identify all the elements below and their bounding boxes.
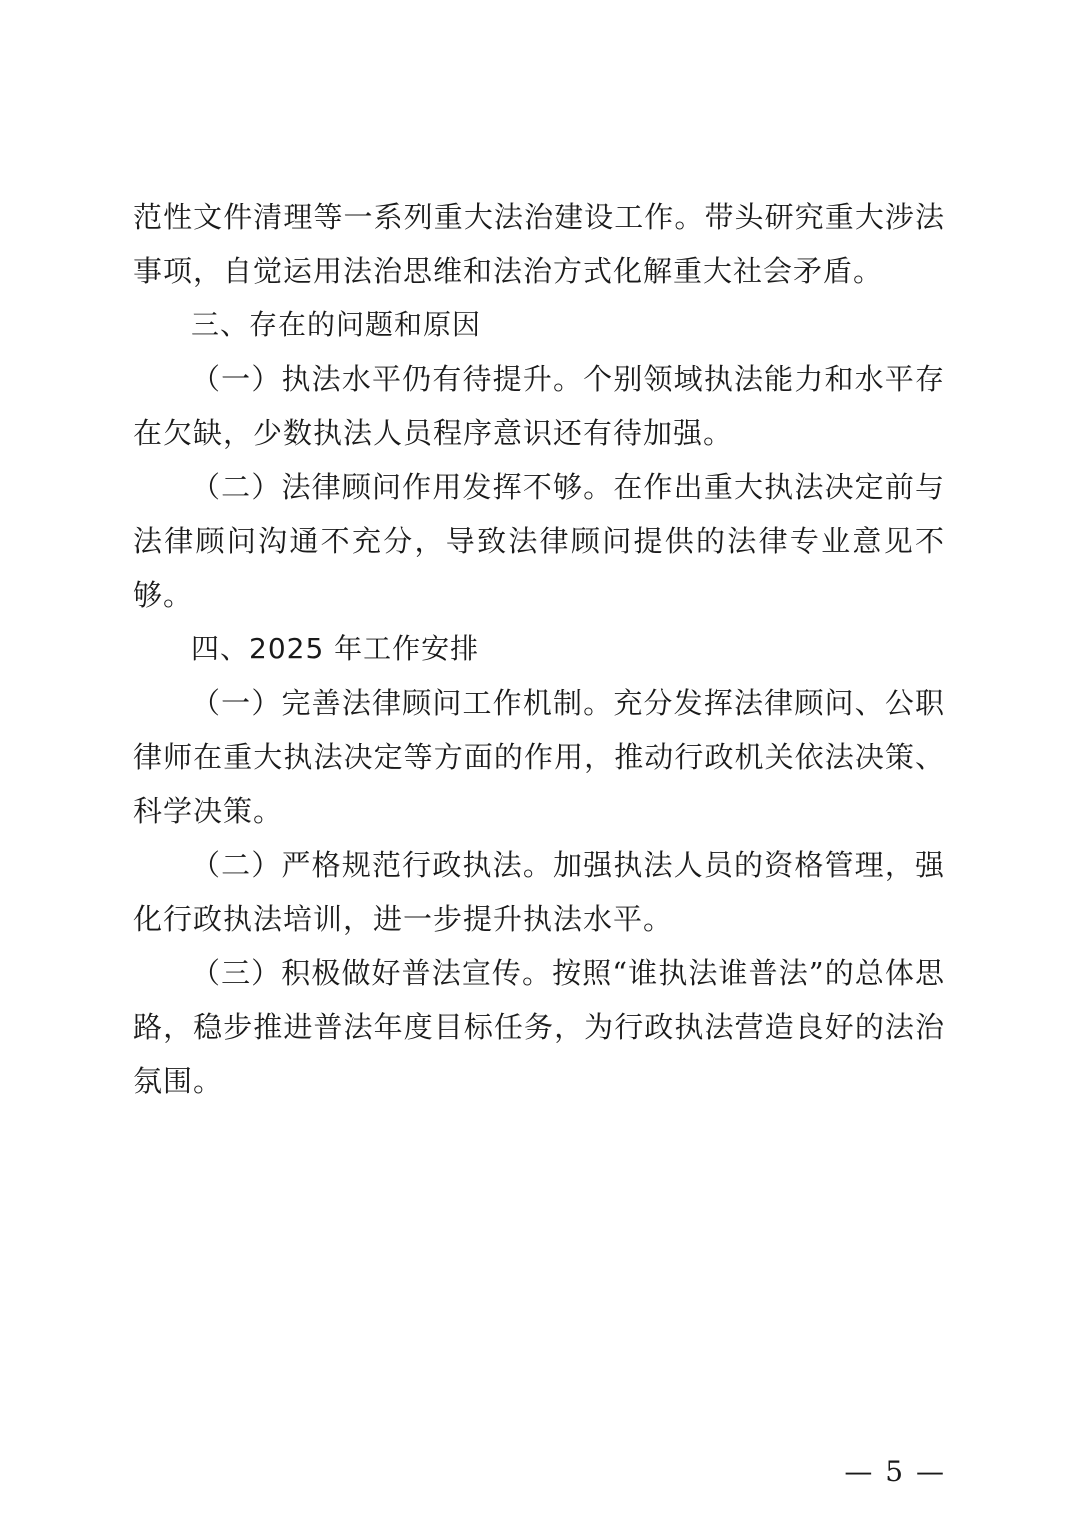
paragraph-text: 在作出重大执法决定前与法律顾问沟通不充分，导致法律顾问提供的法律专业意见不够。 [133, 470, 945, 612]
section-heading-three: 三、存在的问题和原因 [191, 308, 482, 341]
paragraph-text: 按照“谁执法谁普法”的总体思路，稳步推进普法年度目标任务，为行政执法营造良好的法治氛围。 [133, 956, 945, 1098]
paragraph-plan-1 [133, 676, 945, 838]
paragraph-lead: （二）法律顾问作用发挥不够。 [191, 470, 614, 504]
paragraph-text: 个别领域执法能力和水平存在欠缺，少数执法人员程序意识还有待加强。 [133, 362, 945, 450]
paragraph-problem-1 [133, 352, 945, 460]
paragraph-lead: （二）严格规范行政执法。 [191, 848, 553, 882]
paragraph-lead: （三）积极做好普法宣传。 [191, 956, 553, 990]
document-body [133, 190, 945, 1108]
paragraph-plan-2 [133, 838, 945, 946]
page-number: — 5 — [844, 1455, 946, 1488]
paragraph-continuation: 范性文件清理等一系列重大法治建设工作。带头研究重大涉法事项，自觉运用法治思维和法治方式化解重大社会矛盾。 [133, 200, 945, 288]
paragraph-text: 加强执法人员的资格管理，强化行政执法培训，进一步提升执法水平。 [133, 848, 945, 936]
paragraph-lead: （一）完善法律顾问工作机制。 [191, 686, 614, 720]
paragraph-text: 充分发挥法律顾问、公职律师在重大执法决定等方面的作用，推动行政机关依法决策、科学决策。 [133, 686, 945, 828]
section-heading-four: 四、2025 年工作安排 [191, 632, 480, 665]
paragraph-problem-2 [133, 460, 945, 622]
paragraph-plan-3 [133, 946, 945, 1108]
paragraph-lead: （一）执法水平仍有待提升。 [191, 362, 584, 396]
